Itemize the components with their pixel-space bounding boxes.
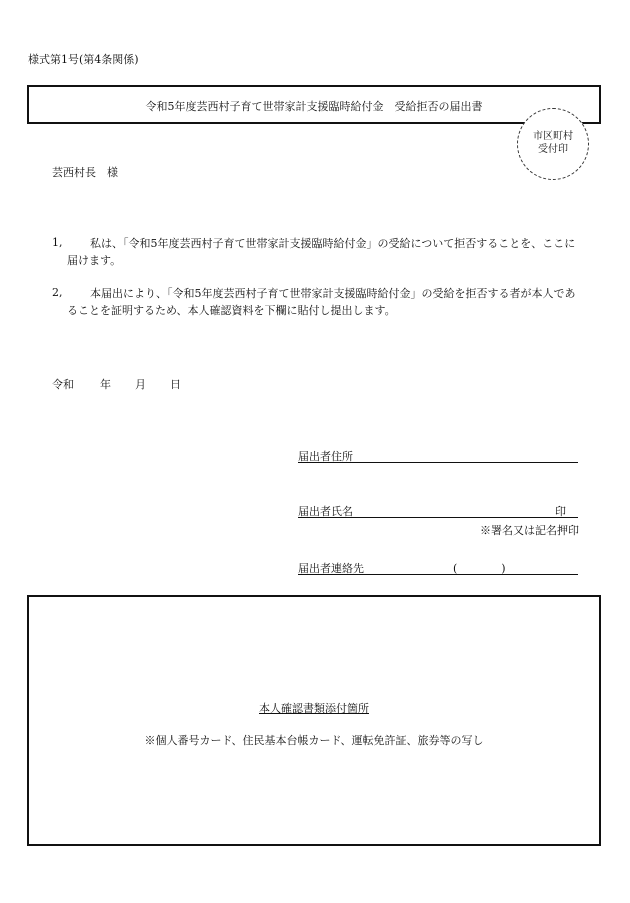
document-title: 令和5年度芸西村子育て世帯家計支援臨時給付金 受給拒否の届出書 — [145, 100, 483, 113]
attachment-note: ※個人番号カード、住民基本台帳カード、運転免許証、旅券等の写し — [144, 734, 484, 747]
stamp-label-line2: 受付印 — [538, 144, 568, 155]
form-number: 様式第1号(第4条関係) — [28, 53, 139, 66]
seal-mark: 印 — [555, 505, 566, 518]
signature-note: ※署名又は記名押印 — [480, 524, 579, 537]
attachment-title: 本人確認書類添付箇所 — [259, 702, 369, 715]
date-day: 日 — [170, 378, 181, 391]
contact-label: 届出者連絡先 — [298, 562, 364, 575]
stamp-label-line1: 市区町村 — [533, 131, 573, 142]
name-field[interactable] — [298, 503, 578, 518]
address-label: 届出者住所 — [298, 450, 353, 463]
item-text: 本届出により、「令和5年度芸西村子育て世帯家計支援臨時給付金」の受給を拒否する者が本人であることを証明するため、本人確認資料を下欄に貼付し提出します。 — [67, 287, 576, 317]
title-box — [27, 85, 601, 124]
date-month: 月 — [135, 378, 146, 391]
address-field[interactable] — [298, 448, 578, 463]
date-era: 令和 — [52, 378, 74, 391]
addressee: 芸西村長 様 — [52, 166, 118, 179]
contact-parentheses: ( ) — [453, 562, 506, 575]
attachment-area — [27, 595, 601, 846]
date-year: 年 — [100, 378, 111, 391]
item-number: 1, — [52, 236, 63, 249]
item-number: 2, — [52, 286, 63, 299]
item-text: 私は、「令和5年度芸西村子育て世帯家計支援臨時給付金」の受給について拒否することを、ここに届けます。 — [67, 237, 576, 267]
name-label: 届出者氏名 — [298, 505, 353, 518]
reception-stamp-area — [517, 108, 589, 180]
contact-field[interactable] — [298, 560, 578, 575]
